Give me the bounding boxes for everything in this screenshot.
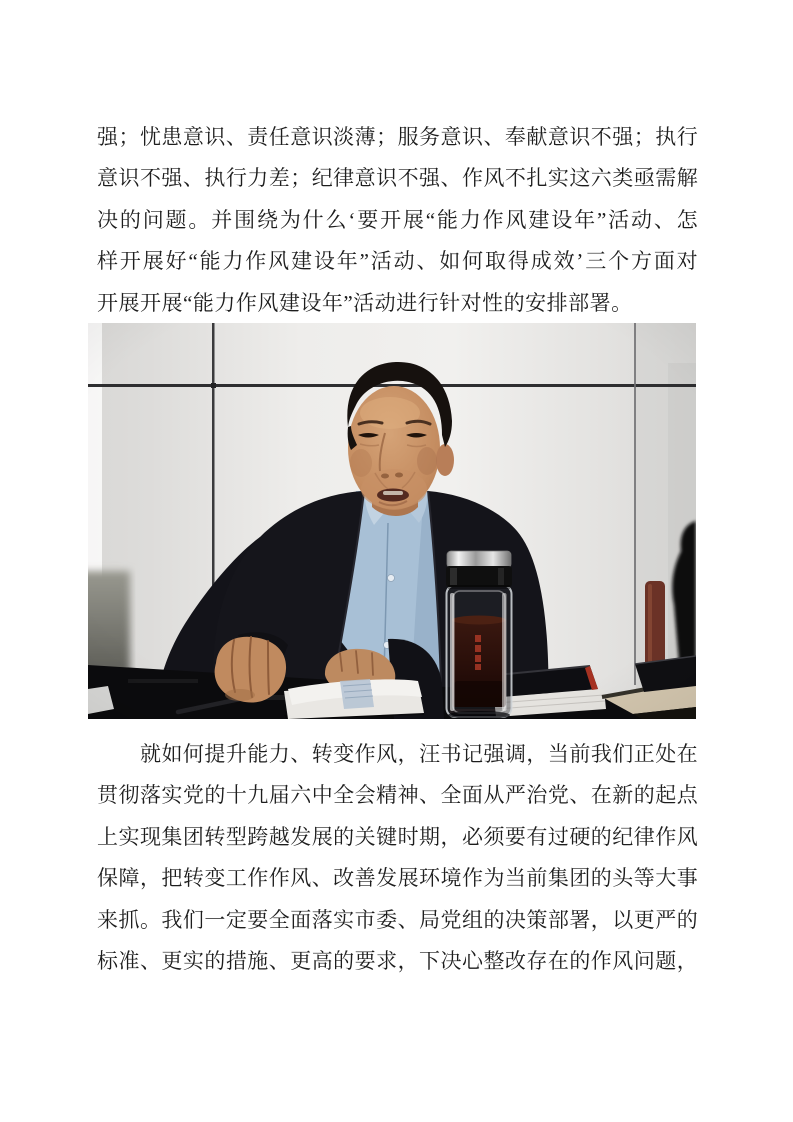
p1-line-1: 强；忧患意识、责任意识淡薄；服务意识、奉献意识不强；执行 bbox=[97, 125, 698, 149]
paragraph-1 bbox=[97, 117, 698, 324]
p2-line-4: 保障，把转变工作作风、改善发展环境作为当前集团的头等大事 bbox=[97, 866, 698, 891]
p1-line-4: 样开展好“能力作风建设年”活动、如何取得成效’三个方面对 bbox=[97, 249, 698, 274]
p1-line-2: 意识不强、执行力差；纪律意识不强、作风不扎实这六类亟需解 bbox=[97, 166, 698, 191]
meeting-photo bbox=[88, 323, 696, 719]
p2-line-6: 标准、更实的措施、更高的要求，下决心整改存在的作风问题， bbox=[97, 948, 698, 973]
p2-line-1: 就如何提升能力、转变作风，汪书记强调，当前我们正处在 bbox=[140, 742, 698, 766]
p1-line-3: 决的问题。并围绕为什么‘要开展“能力作风建设年”活动、怎 bbox=[97, 207, 698, 232]
p1-line-5: 开展开展“能力作风建设年”活动进行针对性的安排部署。 bbox=[97, 290, 633, 315]
p2-line-5: 来抓。我们一定要全面落实市委、局党组的决策部署，以更严的 bbox=[97, 907, 698, 932]
p2-line-2: 贯彻落实党的十九届六中全会精神、全面从严治党、在新的起点 bbox=[97, 783, 698, 808]
meeting-photo-graphic bbox=[88, 323, 696, 719]
p2-line-3: 上实现集团转型跨越发展的关键时期，必须要有过硬的纪律作风 bbox=[97, 824, 698, 849]
paragraph-2 bbox=[97, 734, 698, 982]
photo-vignette bbox=[88, 323, 696, 719]
